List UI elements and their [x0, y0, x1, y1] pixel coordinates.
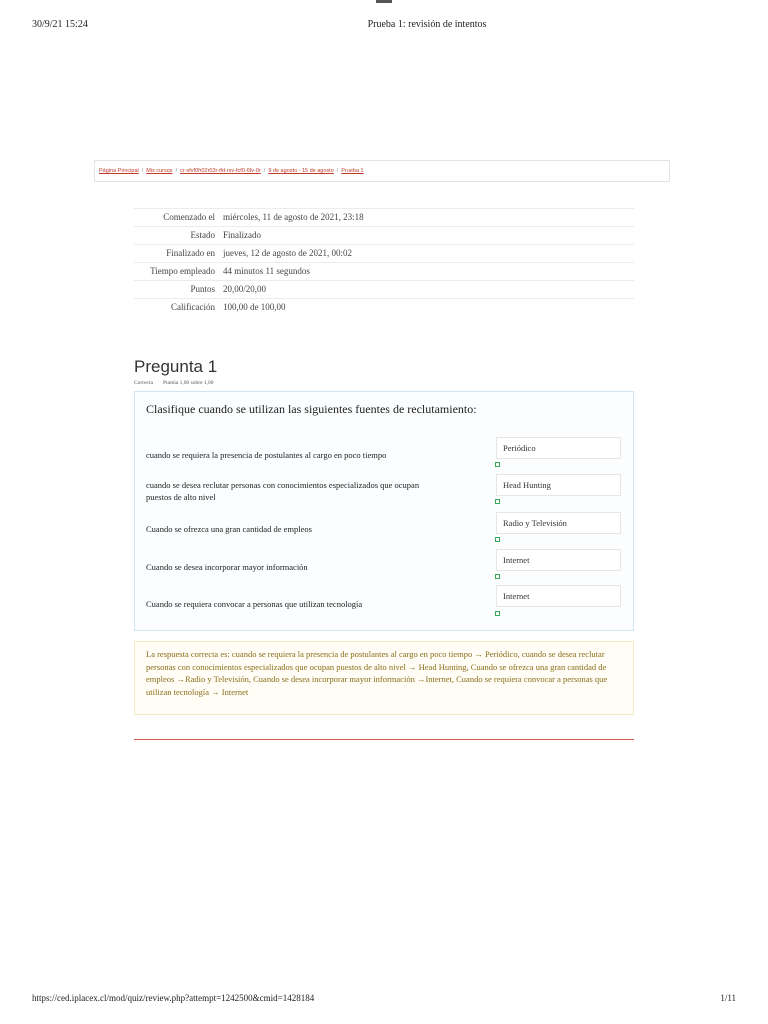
match-prompt: Cuando se requiera convocar a personas que utilizan tecnología — [146, 599, 363, 609]
question-text: Clasifique cuando se utilizan las siguientes fuentes de reclutamiento: — [146, 402, 477, 416]
correct-check-icon — [495, 537, 500, 542]
match-answer-select[interactable]: Radio y Televisión — [496, 512, 621, 534]
summary-value: 100,00 de 100,00 — [219, 299, 634, 317]
summary-value: Finalizado — [219, 227, 634, 245]
match-prompt: Cuando se desea incorporar mayor información — [146, 562, 308, 572]
breadcrumb — [94, 160, 670, 182]
summary-value: jueves, 12 de agosto de 2021, 00:02 — [219, 245, 634, 263]
breadcrumb-separator: / — [175, 168, 178, 174]
match-prompt: cuando se requiera la presencia de postulantes al cargo en poco tiempo — [146, 450, 387, 460]
question-meta — [134, 380, 214, 386]
breadcrumb-link-quiz[interactable]: Prueba 1 — [341, 168, 364, 174]
print-title: Prueba 1: revisión de intentos — [367, 19, 487, 30]
summary-row-finished — [134, 245, 634, 263]
correct-answer-feedback: La respuesta correcta es: cuando se requiera la presencia de postulantes al cargo en poco tiempo → Periódico, cuando se desea reclutar personas con conocimientos especializados que ocupan puestos de alto nivel → Head Hunting, Cuando se ofrezca una gran cantidad de empleos →Radio y Televisión, Cuando se desea incorporar mayor información →Internet, Cuando se requiera convocar a personas que utilizan tecnología → Internet — [134, 641, 634, 715]
summary-label: Finalizado en — [134, 245, 219, 263]
question-score: Puntúa 1,00 sobre 1,00 — [162, 380, 214, 386]
question-box — [134, 391, 634, 631]
question-title: Pregunta 1 — [134, 357, 218, 376]
summary-value: 20,00/20,00 — [219, 281, 634, 299]
breadcrumb-link-week[interactable]: 9 de agosto - 15 de agosto — [268, 168, 334, 174]
match-answer-select[interactable]: Periódico — [496, 437, 621, 459]
summary-value: 44 minutos 11 segundos — [219, 263, 634, 281]
summary-row-grade — [134, 299, 634, 317]
breadcrumb-link-home[interactable]: Página Principal — [99, 168, 139, 174]
summary-label: Comenzado el — [134, 209, 219, 227]
match-prompt: cuando se desea reclutar personas con conocimientos especializados que ocupan puestos de alto nivel — [146, 480, 420, 502]
correct-check-icon — [495, 499, 500, 504]
breadcrumb-separator: / — [141, 168, 144, 174]
print-datetime: 30/9/21 15:24 — [32, 19, 88, 30]
summary-row-time — [134, 263, 634, 281]
print-page-number: 1/11 — [720, 993, 736, 1003]
question-status: Correcta — [134, 380, 153, 386]
breadcrumb-separator: / — [263, 168, 266, 174]
summary-value: miércoles, 11 de agosto de 2021, 23:18 — [219, 209, 634, 227]
print-url: https://ced.iplacex.cl/mod/quiz/review.php?attempt=1242500&cmid=1428184 — [32, 993, 315, 1003]
match-prompt: Cuando se ofrezca una gran cantidad de empleos — [146, 524, 312, 534]
top-scroll-mark — [376, 0, 392, 3]
summary-row-started — [134, 209, 634, 227]
summary-label: Tiempo empleado — [134, 263, 219, 281]
summary-label: Puntos — [134, 281, 219, 299]
breadcrumb-link-course[interactable]: cr-sfvf0fr02r03r-ifd-rsv-fcf0-6fv-0r — [180, 168, 261, 174]
summary-label: Estado — [134, 227, 219, 245]
correct-check-icon — [495, 574, 500, 579]
summary-row-state — [134, 227, 634, 245]
correct-check-icon — [495, 611, 500, 616]
breadcrumb-separator: / — [336, 168, 339, 174]
section-divider — [134, 739, 634, 740]
breadcrumb-link-courses[interactable]: Mis cursos — [146, 168, 173, 174]
correct-check-icon — [495, 462, 500, 467]
summary-label: Calificación — [134, 299, 219, 317]
summary-row-points — [134, 281, 634, 299]
match-answer-select[interactable]: Internet — [496, 585, 621, 607]
match-answer-select[interactable]: Internet — [496, 549, 621, 571]
match-answer-select[interactable]: Head Hunting — [496, 474, 621, 496]
attempt-summary-table — [134, 208, 634, 316]
